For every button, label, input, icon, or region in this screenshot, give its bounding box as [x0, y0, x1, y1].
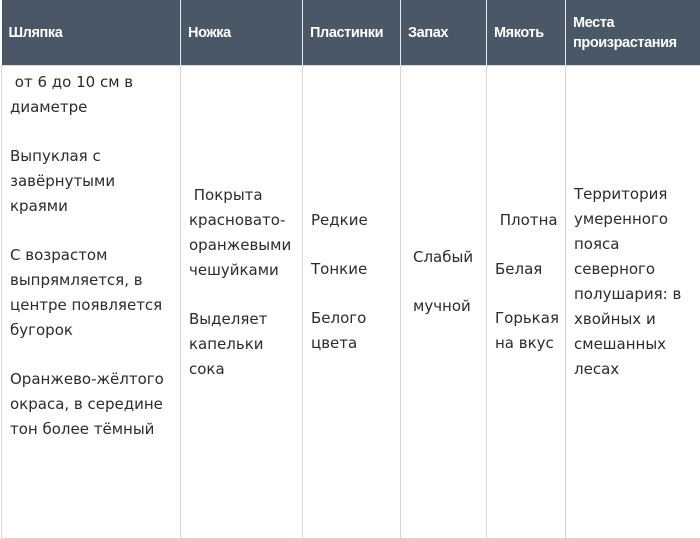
- stem-juice: Выделяет капельки сока: [189, 309, 268, 378]
- table-row: [2, 66, 700, 539]
- gills-sparse: Редкие: [311, 211, 368, 229]
- mushroom-description-table: [1, 0, 700, 539]
- cell-flesh: [487, 66, 566, 539]
- cap-color: Оранжево-жёлтого окраса, в середине тон более тёмный: [10, 370, 164, 438]
- header-flesh: Мякоть: [487, 0, 566, 66]
- habitat-text: Территория умеренного пояса северного полушария: в хвойных и смешанных лесах: [574, 185, 682, 378]
- stem-scales: Покрыта красновато-оранжевыми чешуйками: [189, 185, 296, 279]
- table-body: [2, 66, 700, 539]
- table-header: [2, 0, 700, 66]
- cell-smell: [401, 66, 487, 539]
- cell-gills: [303, 66, 401, 539]
- header-cap: Шляпка: [2, 0, 181, 66]
- flesh-white: Белая: [495, 260, 543, 278]
- header-stem: Ножка: [181, 0, 303, 66]
- cell-cap: [2, 66, 181, 539]
- gills-thin: Тонкие: [311, 260, 368, 278]
- cap-age: С возрастом выпрямляется, в центре появляется бугорок: [10, 246, 163, 339]
- header-row: [2, 0, 700, 66]
- smell-weak: Слабый: [413, 248, 474, 266]
- gills-color: Белого цвета: [311, 309, 367, 352]
- header-smell: Запах: [401, 0, 487, 66]
- cell-habitat: [566, 66, 700, 539]
- cell-stem: [181, 66, 303, 539]
- flesh-bitter: Горькая на вкус: [495, 309, 559, 352]
- cap-shape: Выпуклая с завёрнутыми краями: [10, 147, 116, 215]
- smell-floury: мучной: [413, 297, 471, 315]
- header-habitat: Места произрастания: [566, 0, 700, 66]
- header-gills: Пластинки: [303, 0, 401, 66]
- cap-size: от 6 до 10 см в диаметре: [10, 73, 138, 116]
- flesh-dense: Плотна: [495, 211, 558, 229]
